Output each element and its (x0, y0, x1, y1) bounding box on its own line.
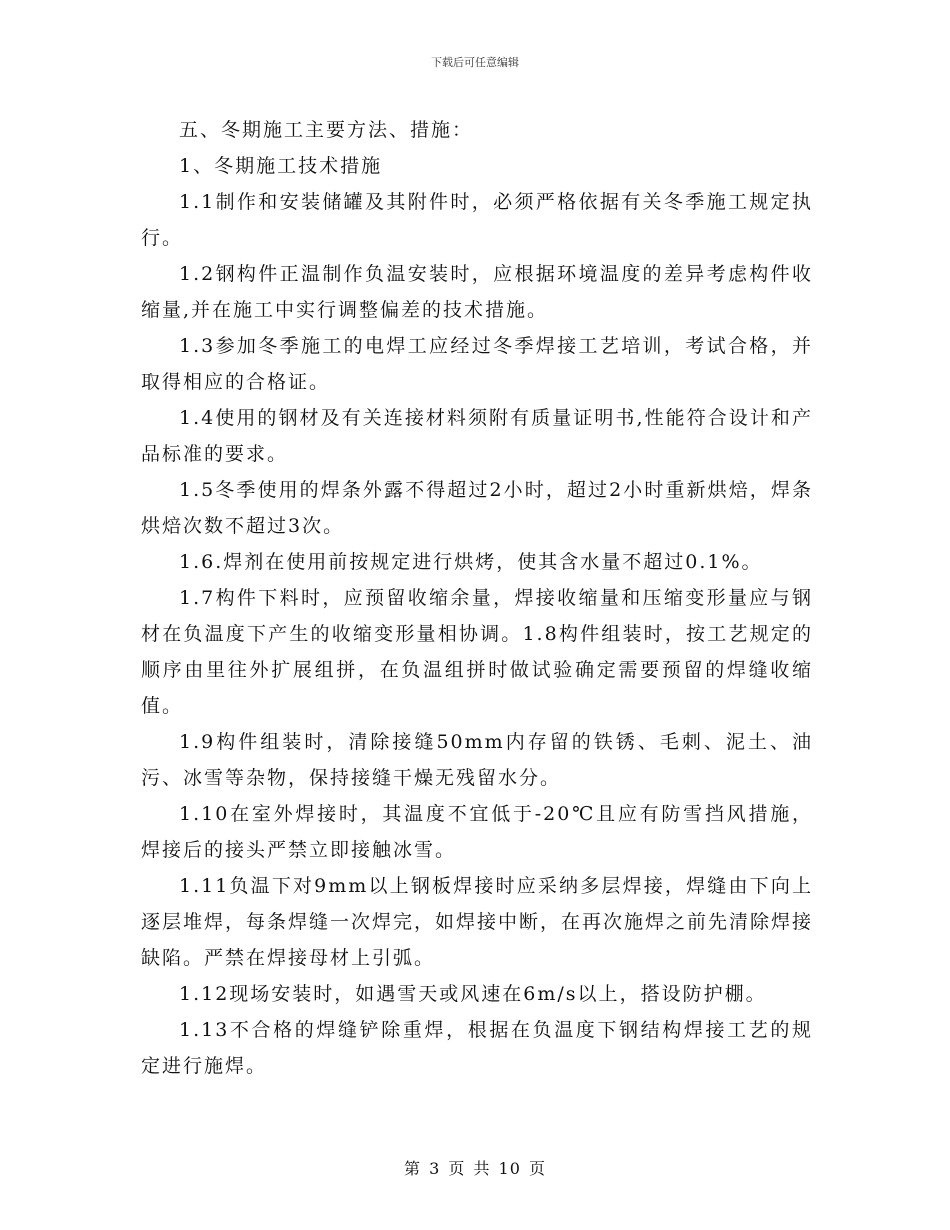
paragraph-1-13: 1.13不合格的焊缝铲除重焊，根据在负温度下钢结构焊接工艺的规定进行施焊。 (141, 1019, 813, 1077)
paragraph-1-10: 1.10在室外焊接时，其温度不宜低于-20℃且应有防雪挡风措施，焊接后的接头严禁立即接触冰雪。 (141, 803, 813, 861)
subsection-heading: 1、冬期施工技术措施 (179, 155, 383, 177)
paragraph-1-5: 1.5冬季使用的焊条外露不得超过2小时，超过2小时重新烘焙，焊条烘焙次数不超过3次。 (141, 479, 813, 537)
page-number: 第 3 页 共 10 页 (404, 1159, 546, 1178)
page-header: 下载后可任意编辑 (431, 56, 519, 69)
paragraph-1-11: 1.11负温下对9mm以上钢板焊接时应采纳多层焊接，焊缝由下向上逐层堆焊，每条焊缝一次焊完，如焊接中断，在再次施焊之前先清除焊接缺陷。严禁在焊接母材上引弧。 (141, 875, 814, 969)
paragraph-1-7: 1.7构件下料时，应预留收缩余量，焊接收缩量和压缩变形量应与钢材在负温度下产生的收缩变形量相协调。1.8构件组装时，按工艺规定的顺序由里往外扩展组拼，在负温组拼时做试验确定需要预留的焊缝收缩值。 (141, 587, 813, 717)
paragraph-1-3: 1.3参加冬季施工的电焊工应经过冬季焊接工艺培训，考试合格，并取得相应的合格证。 (141, 335, 813, 393)
paragraph-1-12: 1.12现场安装时，如遇雪天或风速在6m/s以上，搭设防护棚。 (179, 983, 767, 1005)
section-heading: 五、冬期施工主要方法、措施： (179, 119, 474, 141)
paragraph-1-6: 1.6.焊剂在使用前按规定进行烘烤，使其含水量不超过0.1%。 (179, 551, 763, 573)
paragraph-1-2: 1.2钢构件正温制作负温安装时，应根据环境温度的差异考虑构件收缩量,并在施工中实行调整偏差的技术措施。 (141, 263, 813, 321)
paragraph-1-1: 1.1制作和安装储罐及其附件时，必须严格依据有关冬季施工规定执行。 (141, 191, 813, 249)
document-body (141, 112, 813, 1084)
paragraph-1-9: 1.9构件组装时，清除接缝50mm内存留的铁锈、毛刺、泥土、油污、冰雪等杂物，保持接缝干燥无残留水分。 (141, 731, 813, 789)
paragraph-1-4: 1.4使用的钢材及有关连接材料须附有质量证明书,性能符合设计和产品标准的要求。 (141, 407, 813, 465)
